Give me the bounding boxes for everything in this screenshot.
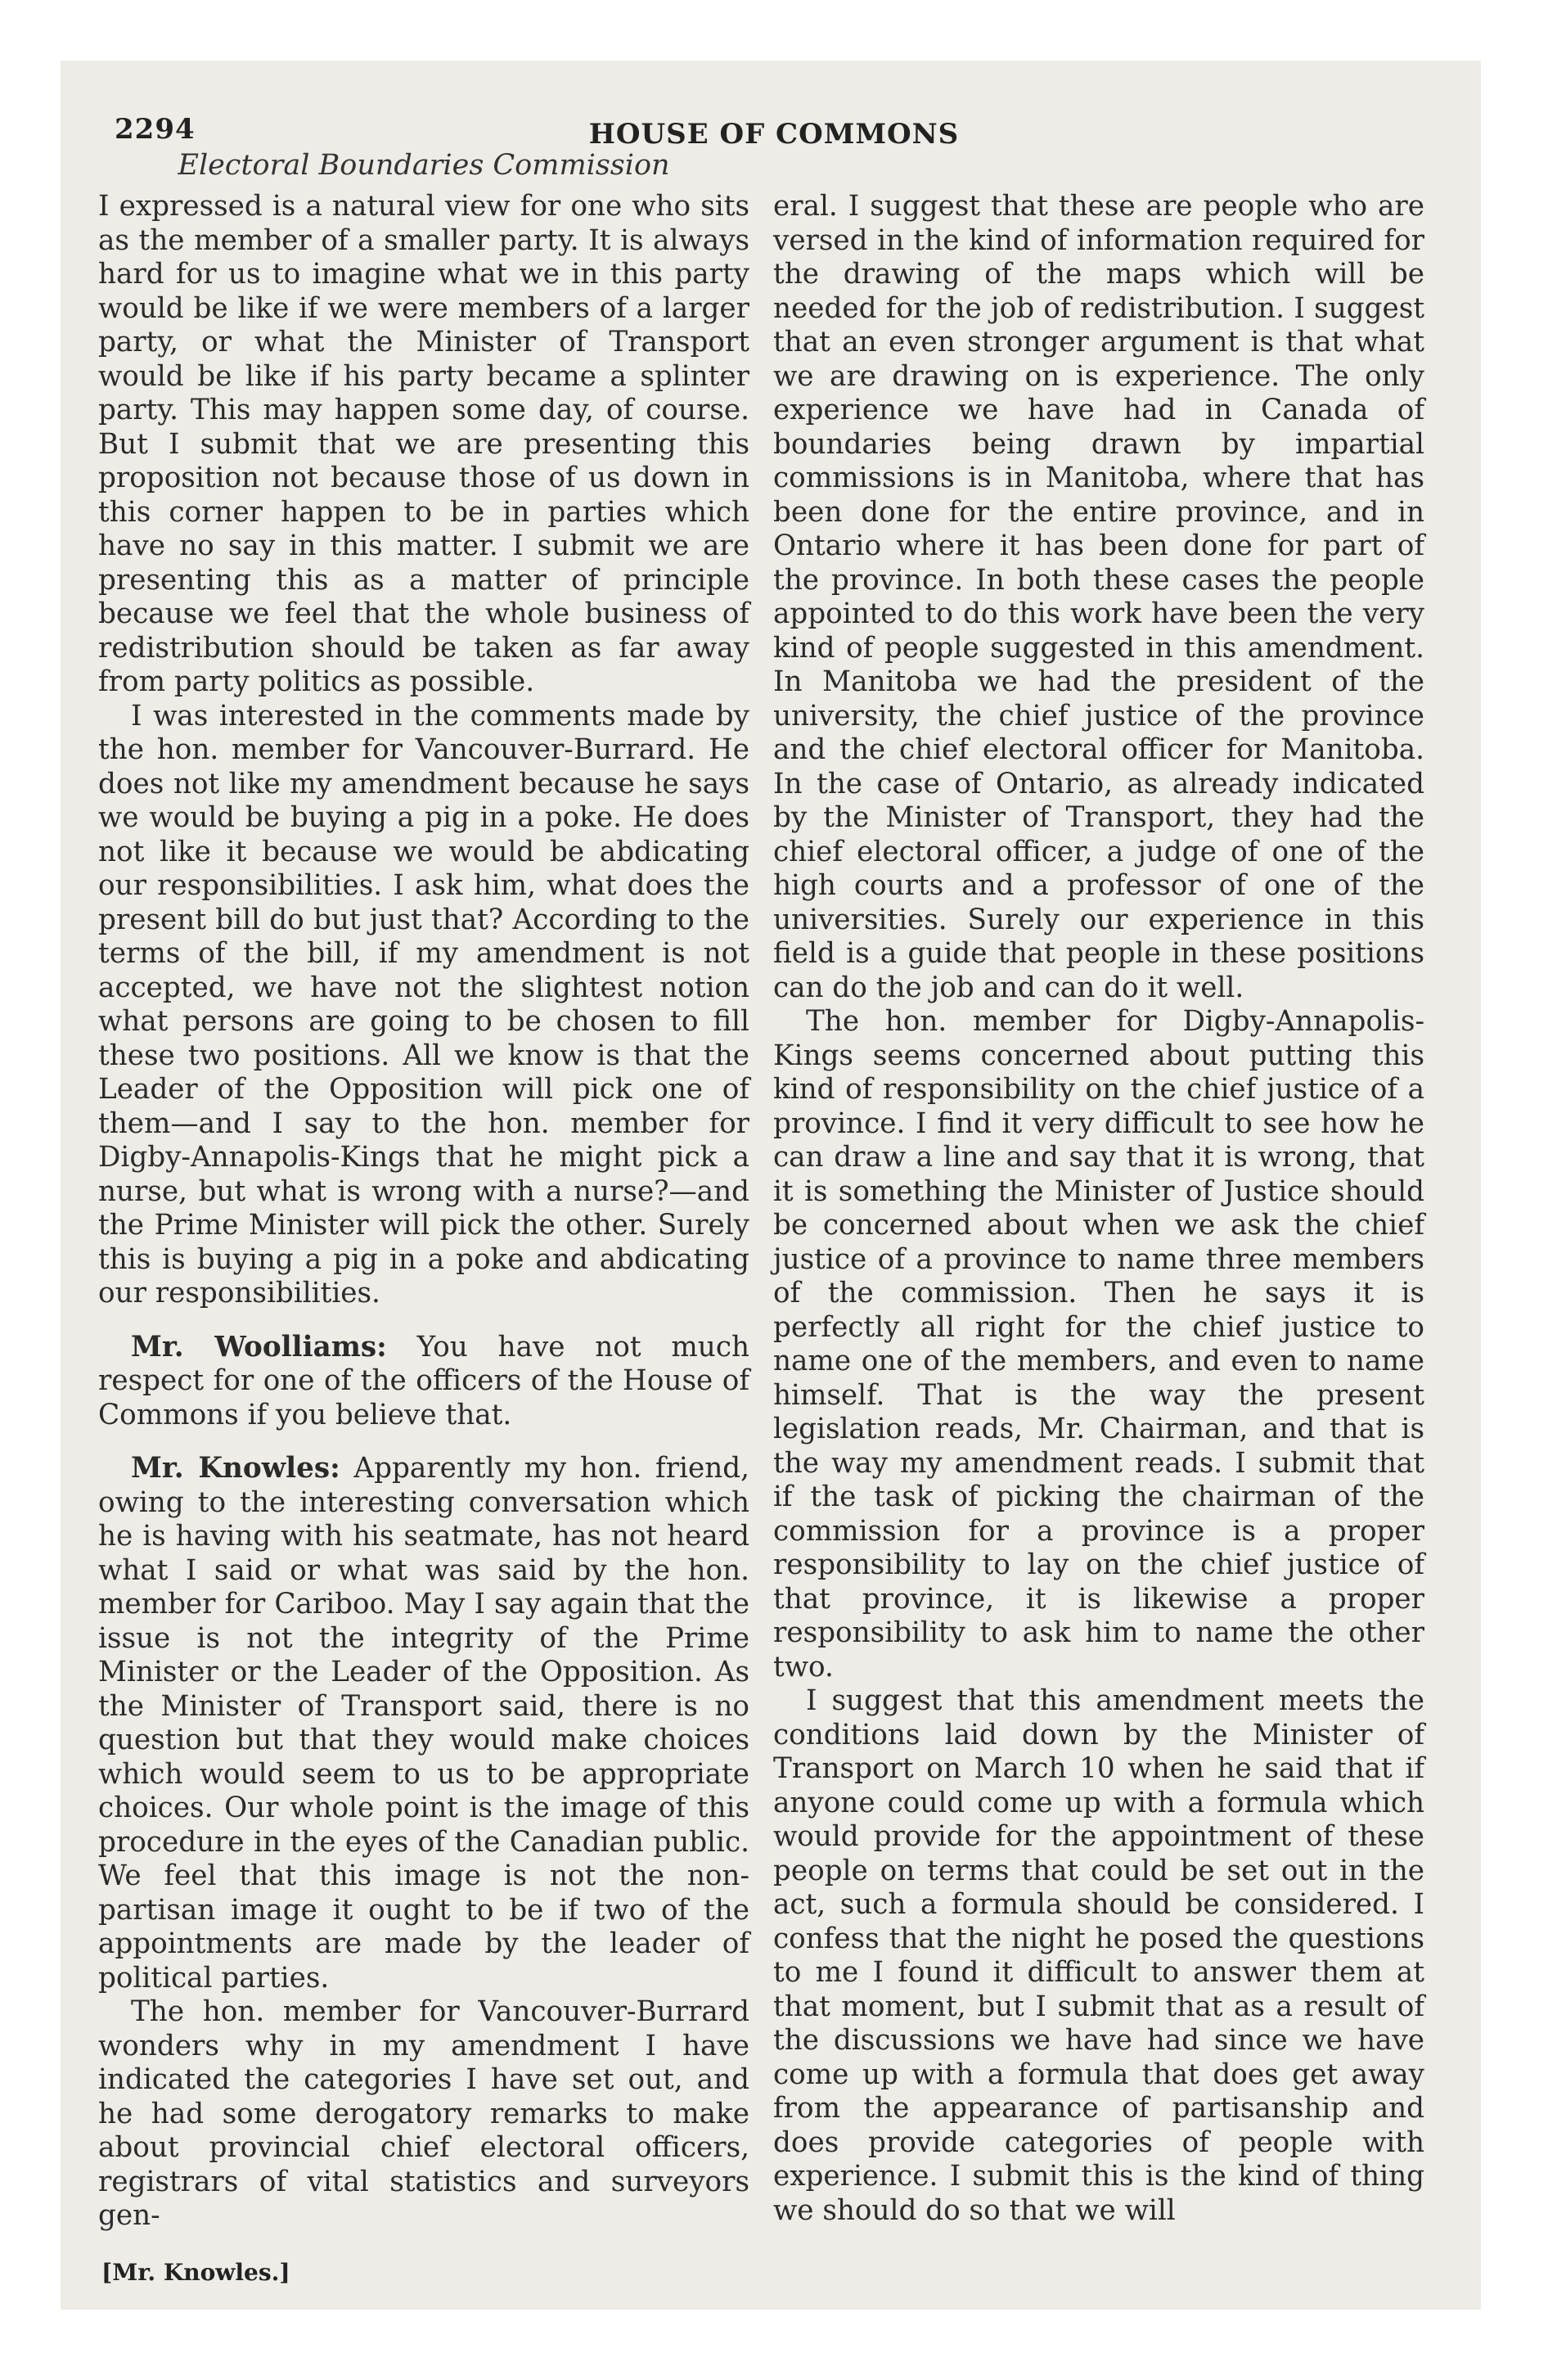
page-header: HOUSE OF COMMONS [588, 118, 960, 151]
paragraph [98, 190, 749, 700]
section-title: Electoral Boundaries Commission [178, 149, 670, 182]
paragraph-text: The hon. member for Vancouver-Burrard wonders why in my amendment I have indicated the categories I have set out, and he had some derogatory remarks to make about provincial chief electoral officers, registrars of vital statistics and surveyors gen- [98, 1995, 749, 2232]
left-column [98, 190, 749, 2234]
paragraph-text: I was interested in the comments made by the hon. member for Vancouver-Burrard. He does not like my amendment because he says we would be buying a pig in a poke. He does not like it because we would be abdicating our responsibilities. I ask him, what does the present bill do but just that? According to the terms of the bill, if my amendment is not accepted, we have not the slightest notion what persons are going to be chosen to fill these two positions. All we know is that the Leader of the Opposition will pick one of them—and I say to the hon. member for Digby-Annapolis-Kings that he might pick a nurse, but what is wrong with a nurse?—and the Prime Minister will pick the other. Surely this is buying a pig in a poke and abdicating our responsibilities. [98, 699, 749, 1309]
right-column [773, 190, 1424, 2228]
speaker-name: Mr. Knowles: [131, 1452, 340, 1485]
paragraph [773, 190, 1424, 1005]
page-number: 2294 [115, 113, 196, 146]
speech-paragraph [98, 1331, 749, 1433]
speech-paragraph [98, 1452, 749, 1995]
paragraph [773, 1684, 1424, 2228]
paragraph-text: The hon. member for Digby-Annapolis-Kings seems concerned about putting this kind of responsibility on the chief justice of a province. I find it very difficult to see how he can draw a line and say that it is wrong, that it is something the Minister of Justice should be concerned about when we ask the chief justice of a province to name three members of the commission. Then he says it is perfectly all right for the chief justice to name one of the members, and even to name himself. That is the way the present legislation reads, Mr. Chairman, and that is the way my amendment reads. I submit that if the task of picking the chairman of the commission for a province is a proper responsibility to lay on the chief justice of that province, it is likewise a proper responsibility to ask him to name the other two. [773, 1005, 1424, 1684]
paragraph-text: I expressed is a natural view for one who sits as the member of a smaller party. It is always hard for us to imagine what we in this party would be like if we were members of a larger party, or what the Minister of Transport would be like if his party became a splinter party. This may happen some day, of course. But I submit that we are presenting this proposition not because those of us down in this corner happen to be in parties which have no say in this matter. I submit we are presenting this as a matter of principle because we feel that the whole business of redistribution should be taken as far away from party politics as possible. [98, 190, 749, 698]
speaker-footnote: [Mr. Knowles.] [101, 2259, 290, 2286]
paragraph [773, 1005, 1424, 1684]
paragraph-text: I suggest that this amendment meets the conditions laid down by the Minister of Transport on March 10 when he said that if anyone could come up with a formula which would provide for the appointment of these people on terms that could be set out in the act, such a formula should be considered. I confess that the night he posed the questions to me I found it difficult to answer them at that moment, but I submit that as a result of the discussions we have had since we have come up with a formula that does get away from the appearance of partisanship and does provide categories of people with experience. I submit this is the kind of thing we should do so that we will [773, 1684, 1424, 2227]
paragraph-text: You have not much respect for one of the officers of the House of Commons if you believe that. [98, 1330, 749, 1431]
paragraph [98, 700, 749, 1311]
paragraph-text: Apparently my hon. friend, owing to the interesting conversation which he is having with his seatmate, has not heard what I said or what was said by the hon. member for Cariboo. May I say again that the issue is not the integrity of the Prime Minister or the Leader of the Opposition. As the Minister of Transport said, there is no question but that they would make choices which would seem to us to be appropriate choices. Our whole point is the image of this procedure in the eyes of the Canadian public. We feel that this image is not the non-partisan image it ought to be if two of the appointments are made by the leader of political parties. [98, 1452, 749, 1995]
paragraph [98, 1995, 749, 2234]
paragraph-text: eral. I suggest that these are people who are versed in the kind of information required for the drawing of the maps which will be needed for the job of redistribution. I suggest that an even stronger argument is that what we are drawing on is experience. The only experience we have had in Canada of boundaries being drawn by impartial commissions is in Manitoba, where that has been done for the entire province, and in Ontario where it has been done for part of the province. In both these cases the people appointed to do this work have been the very kind of people suggested in this amendment. In Manitoba we had the president of the university, the chief justice of the province and the chief electoral officer for Manitoba. In the case of Ontario, as already indicated by the Minister of Transport, they had the chief electoral officer, a judge of one of the high courts and a professor of one of the universities. Surely our experience in this field is a guide that people in these positions can do the job and can do it well. [773, 190, 1424, 1004]
speaker-name: Mr. Woolliams: [131, 1330, 387, 1364]
